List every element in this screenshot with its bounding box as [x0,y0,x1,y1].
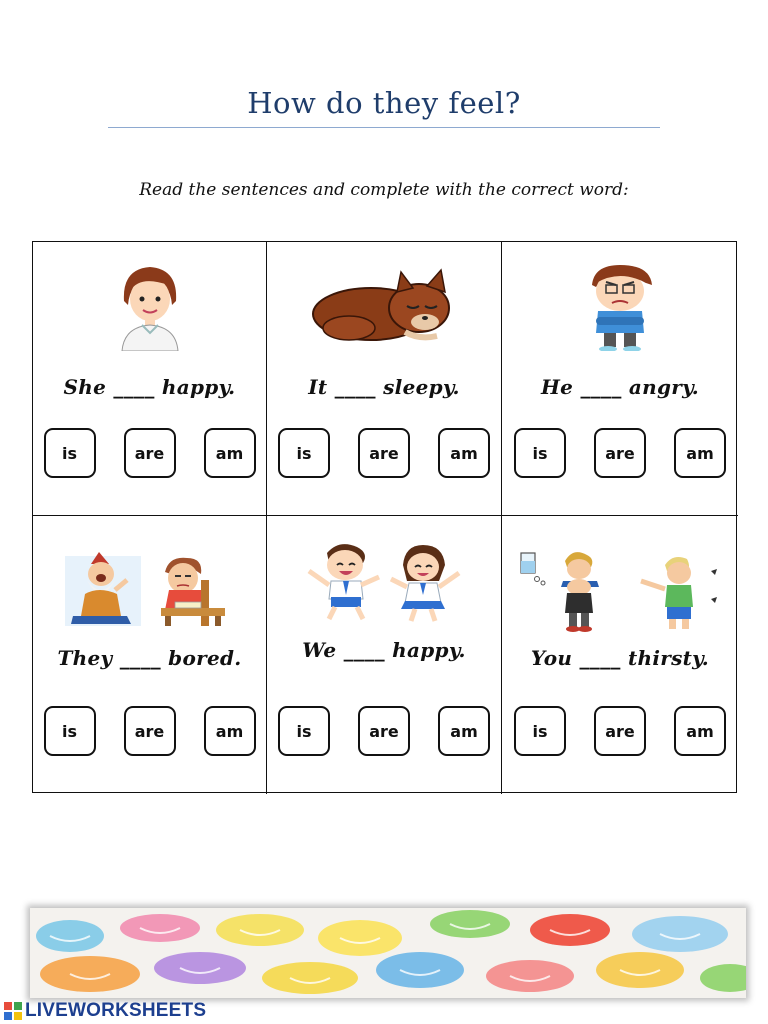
sentence: It ____ sleepy. [308,375,460,399]
smiley-faces-banner [30,908,746,998]
option-are-button[interactable]: are [358,706,410,756]
girl-portrait-image [33,256,266,356]
answer-options [267,428,501,478]
option-am-button[interactable]: am [204,428,256,478]
answer-options [502,428,738,478]
option-are-button[interactable]: are [358,428,410,478]
option-am-button[interactable]: am [204,706,256,756]
thirsty-kids-image [502,540,738,640]
option-are-button[interactable]: are [124,428,176,478]
option-is-button[interactable]: is [278,428,330,478]
liveworksheets-logo-icon [4,1002,22,1020]
answer-options [267,706,501,756]
sentence: You ____ thirsty. [530,646,710,670]
happy-kids-image [267,530,501,630]
exercise-cell [267,242,502,516]
option-am-button[interactable]: am [438,706,490,756]
sleeping-cat-image [267,256,501,356]
exercise-grid [32,241,737,793]
sentence: We ____ happy. [302,638,466,662]
option-is-button[interactable]: is [514,428,566,478]
exercise-cell [33,516,267,794]
option-is-button[interactable]: is [514,706,566,756]
sentence: She ____ happy. [63,375,236,399]
sentence: They ____ bored. [57,646,242,670]
option-is-button[interactable]: is [44,706,96,756]
page-title: How do they feel? [247,86,521,120]
bored-dwarf-and-student-image [33,540,266,640]
answer-options [33,706,266,756]
exercise-cell [502,516,738,794]
option-is-button[interactable]: is [278,706,330,756]
exercise-cell [502,242,738,516]
option-are-button[interactable]: are [594,706,646,756]
option-are-button[interactable]: are [124,706,176,756]
option-am-button[interactable]: am [674,428,726,478]
option-am-button[interactable]: am [438,428,490,478]
answer-options [33,428,266,478]
answer-options [502,706,738,756]
sentence: He ____ angry. [540,375,700,399]
exercise-cell [267,516,502,794]
exercise-cell [33,242,267,516]
title-underline [108,127,660,128]
option-am-button[interactable]: am [674,706,726,756]
option-are-button[interactable]: are [594,428,646,478]
brand-name: LIVEWORKSHEETS [25,1000,207,1021]
option-is-button[interactable]: is [44,428,96,478]
brand-logo [4,1000,206,1022]
angry-boy-image [502,256,738,356]
instruction-text: Read the sentences and complete with the correct word: [139,180,629,200]
